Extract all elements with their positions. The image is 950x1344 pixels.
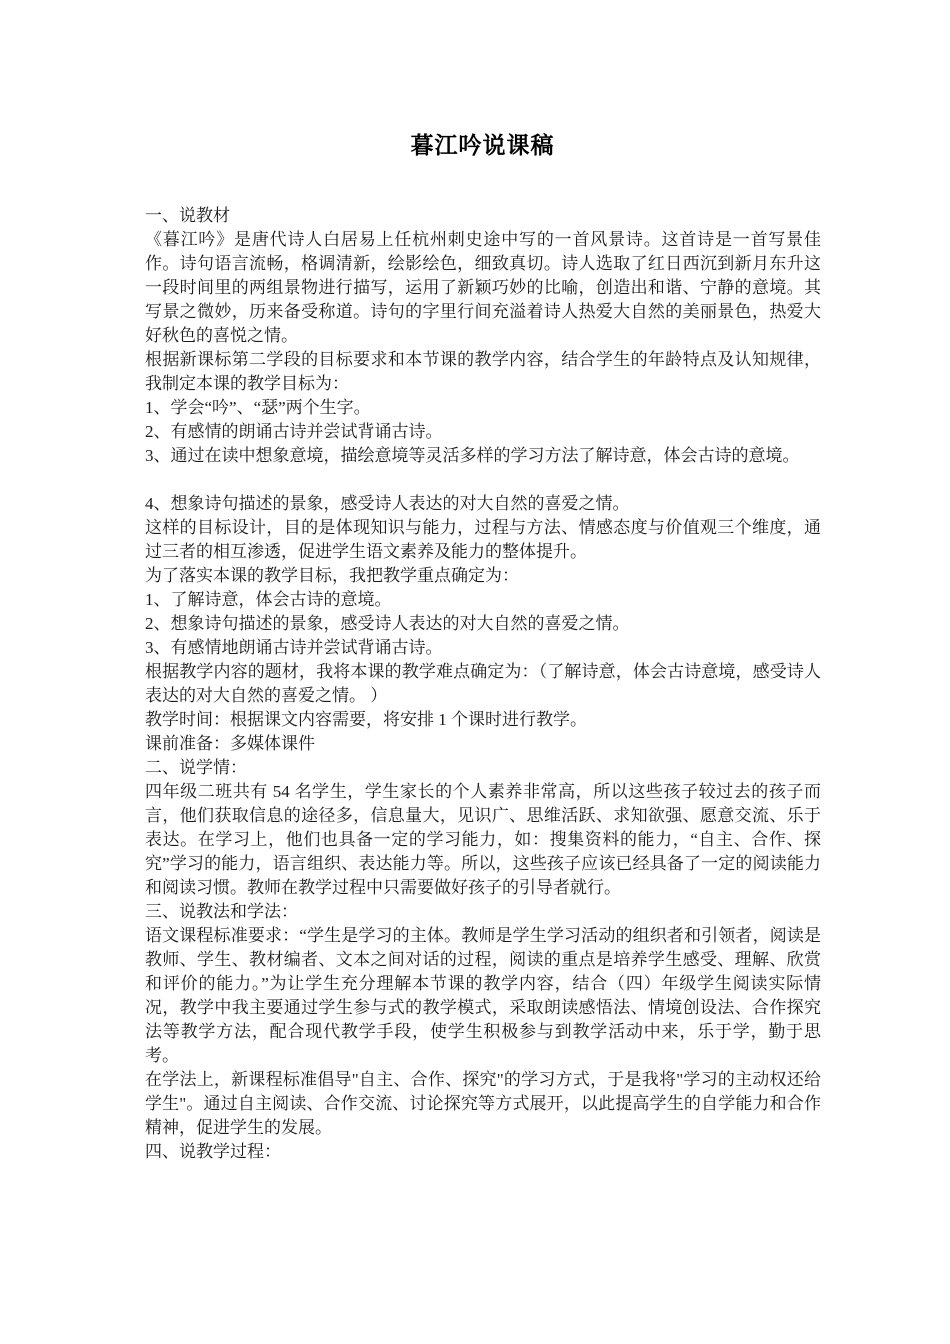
paragraph-preparation: 课前准备：多媒体课件 bbox=[145, 734, 315, 753]
document-body bbox=[145, 204, 821, 1164]
section-heading-4: 四、说教学过程： bbox=[145, 1142, 281, 1161]
paragraph-learner-analysis: 四年级二班共有 54 名学生，学生家长的个人素养非常高，所以这些孩子较过去的孩子而言，他们获取信息的途径多，信息量大，见识广、思维活跃、求知欲强、愿意交流、乐于表达。在学习上，他们也具备一定的学习能力，如：搜集资料的能力，“自主、合作、探究”学习的能力，语言组织、表达能力等。所以，这些孩子应该已经具备了一定的阅读能力和阅读习惯。教师在教学过程中只需要做好孩子的引导者就行。 bbox=[145, 782, 821, 897]
paragraph-teaching-methods: 语文课程标准要求：“学生是学习的主体。教师是学生学习活动的组织者和引领者，阅读是教师、学生、教材编者、文本之间对话的过程，阅读的重点是培养学生感受、理解、欣赏和评价的能力。”为让学生充分理解本节课的教学内容，结合（四）年级学生阅读实际情况，教学中我主要通过学生参与式的教学模式，采取朗读感悟法、情境创设法、合作探究法等教学方法，配合现代教学手段，使学生积极参与到教学活动中来，乐于学，勤于思考。 bbox=[145, 926, 821, 1065]
paragraph-teaching-time: 教学时间：根据课文内容需要，将安排 1 个课时进行教学。 bbox=[145, 710, 587, 729]
paragraph-difficulties: 根据教学内容的题材，我将本课的教学难点确定为：（了解诗意，体会古诗意境，感受诗人表达的对大自然的喜爱之情。 ） bbox=[145, 662, 821, 705]
paragraph-poem-intro: 《暮江吟》是唐代诗人白居易上任杭州刺史途中写的一首风景诗。这首诗是一首写景佳作。诗句语言流畅，格调清新，绘影绘色，细致真切。诗人选取了红日西沉到新月东升这一段时间里的两组景物进行描写，运用了新颖巧妙的比喻，创造出和谐、宁静的意境。其写景之微妙，历来备受称道。诗句的字里行间充溢着诗人热爱大自然的美丽景色，热爱大好秋色的喜悦之情。 bbox=[145, 230, 821, 345]
paragraph-key-points-intro: 为了落实本课的教学目标，我把教学重点确定为： bbox=[145, 566, 519, 585]
section-heading-1: 一、说教材 bbox=[145, 206, 230, 225]
section-heading-3: 三、说教法和学法： bbox=[145, 902, 298, 921]
key-point-2: 2、想象诗句描述的景象，感受诗人表达的对大自然的喜爱之情。 bbox=[145, 614, 630, 633]
blank-line bbox=[145, 468, 821, 492]
document-title: 暮江吟说课稿 bbox=[410, 133, 555, 158]
paragraph-objectives-intro: 根据新课标第二学段的目标要求和本节课的教学内容，结合学生的年龄特点及认知规律，我制定本课的教学目标为： bbox=[145, 350, 821, 393]
key-point-1: 1、了解诗意，体会古诗的意境。 bbox=[145, 590, 392, 609]
section-heading-2: 二、说学情： bbox=[145, 758, 247, 777]
key-point-3: 3、有感情地朗诵古诗并尝试背诵古诗。 bbox=[145, 638, 443, 657]
objective-item-2: 2、有感情的朗诵古诗并尝试背诵古诗。 bbox=[145, 422, 443, 441]
paragraph-design-rationale: 这样的目标设计，目的是体现知识与能力，过程与方法、情感态度与价值观三个维度，通过三者的相互渗透，促进学生语文素养及能力的整体提升。 bbox=[145, 518, 821, 561]
objective-item-3: 3、通过在读中想象意境，描绘意境等灵活多样的学习方法了解诗意，体会古诗的意境。 bbox=[145, 446, 800, 465]
paragraph-learning-methods: 在学法上，新课程标准倡导"自主、合作、探究"的学习方式，于是我将"学习的主动权还给学生"。通过自主阅读、合作交流、讨论探究等方式展开，以此提高学生的自学能力和合作精神，促进学生的发展。 bbox=[145, 1070, 821, 1137]
objective-item-4: 4、想象诗句描述的景象，感受诗人表达的对大自然的喜爱之情。 bbox=[145, 494, 630, 513]
objective-item-1: 1、学会“吟”、“瑟”两个生字。 bbox=[145, 398, 371, 417]
